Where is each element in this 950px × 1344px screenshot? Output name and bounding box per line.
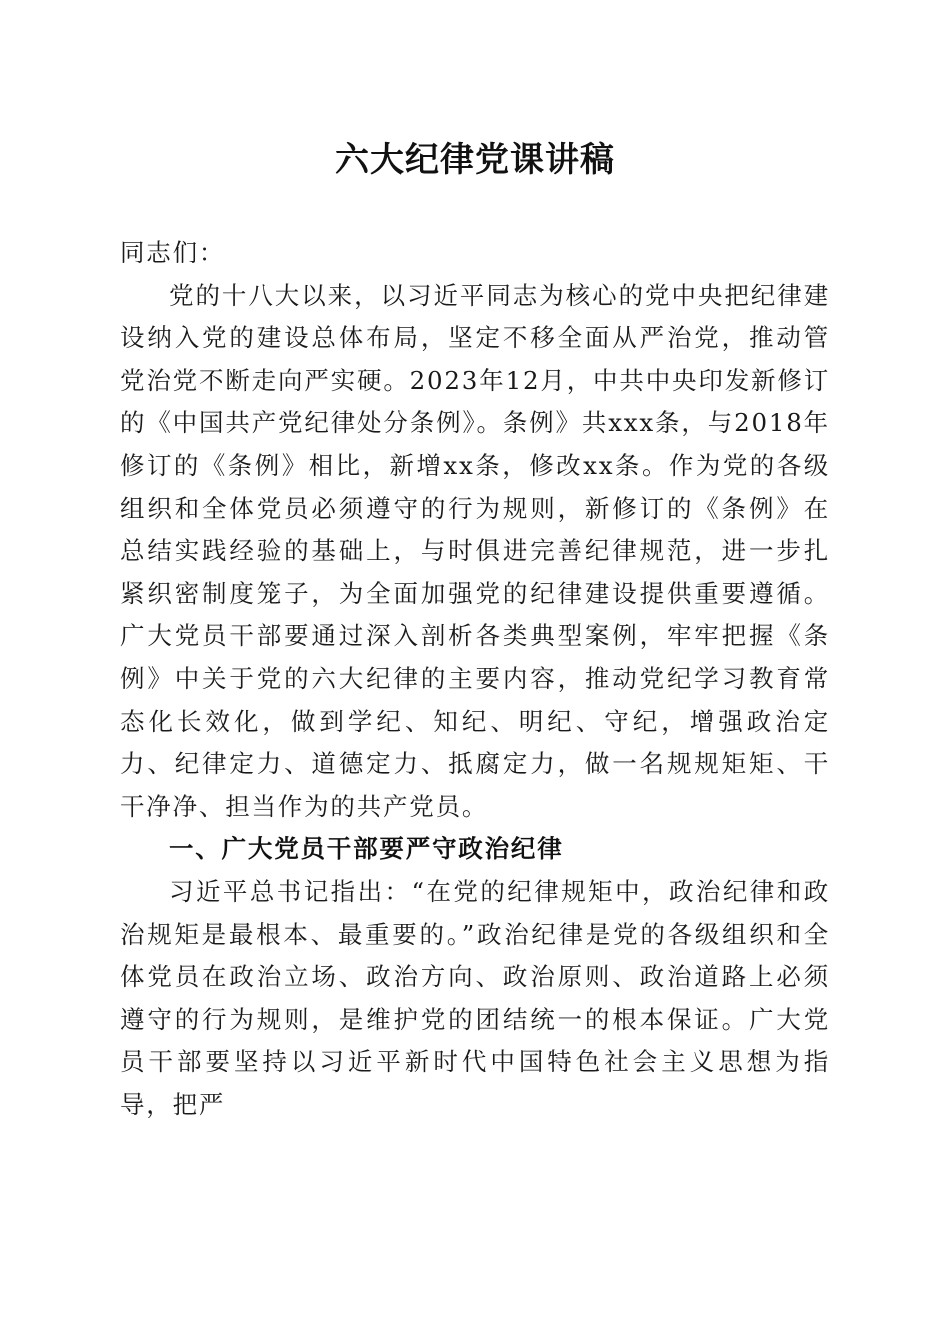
salutation: 同志们： [120, 238, 226, 267]
page-title: 六大纪律党课讲稿 [335, 140, 615, 180]
document-body [120, 232, 830, 1126]
section-paragraph: 习近平总书记指出：“在党的纪律规矩中，政治纪律和政治规矩是最根本、最重要的。”政治纪律是党的各级组织和全体党员在政治立场、政治方向、政治原则、政治道路上必须遵守的行为规则，是维护党的团结统一的根本保证。广大党员干部要坚持以习近平新时代中国特色社会主义思想为指导，把严 [120, 876, 830, 1119]
intro-paragraph: 党的十八大以来，以习近平同志为核心的党中央把纪律建设纳入党的建设总体布局，坚定不移全面从严治党，推动管党治党不断走向严实硬。2023年12月，中共中央印发新修订的《中国共产党纪律处分条例》。条例》共xxx条，与2018年修订的《条例》相比，新增xx条，修改xx条。作为党的各级组织和全体党员必须遵守的行为规则，新修订的《条例》在总结实践经验的基础上，与时俱进完善纪律规范，进一步扎紧织密制度笼子，为全面加强党的纪律建设提供重要遵循。广大党员干部要通过深入剖析各类典型案例，牢牢把握《条例》中关于党的六大纪律的主要内容，推动党纪学习教育常态化长效化，做到学纪、知纪、明纪、守纪，增强政治定力、纪律定力、道德定力、抵腐定力，做一名规规矩矩、干干净净、担当作为的共产党员。 [120, 280, 830, 821]
section-heading: 一、广大党员干部要严守政治纪律 [169, 834, 564, 864]
